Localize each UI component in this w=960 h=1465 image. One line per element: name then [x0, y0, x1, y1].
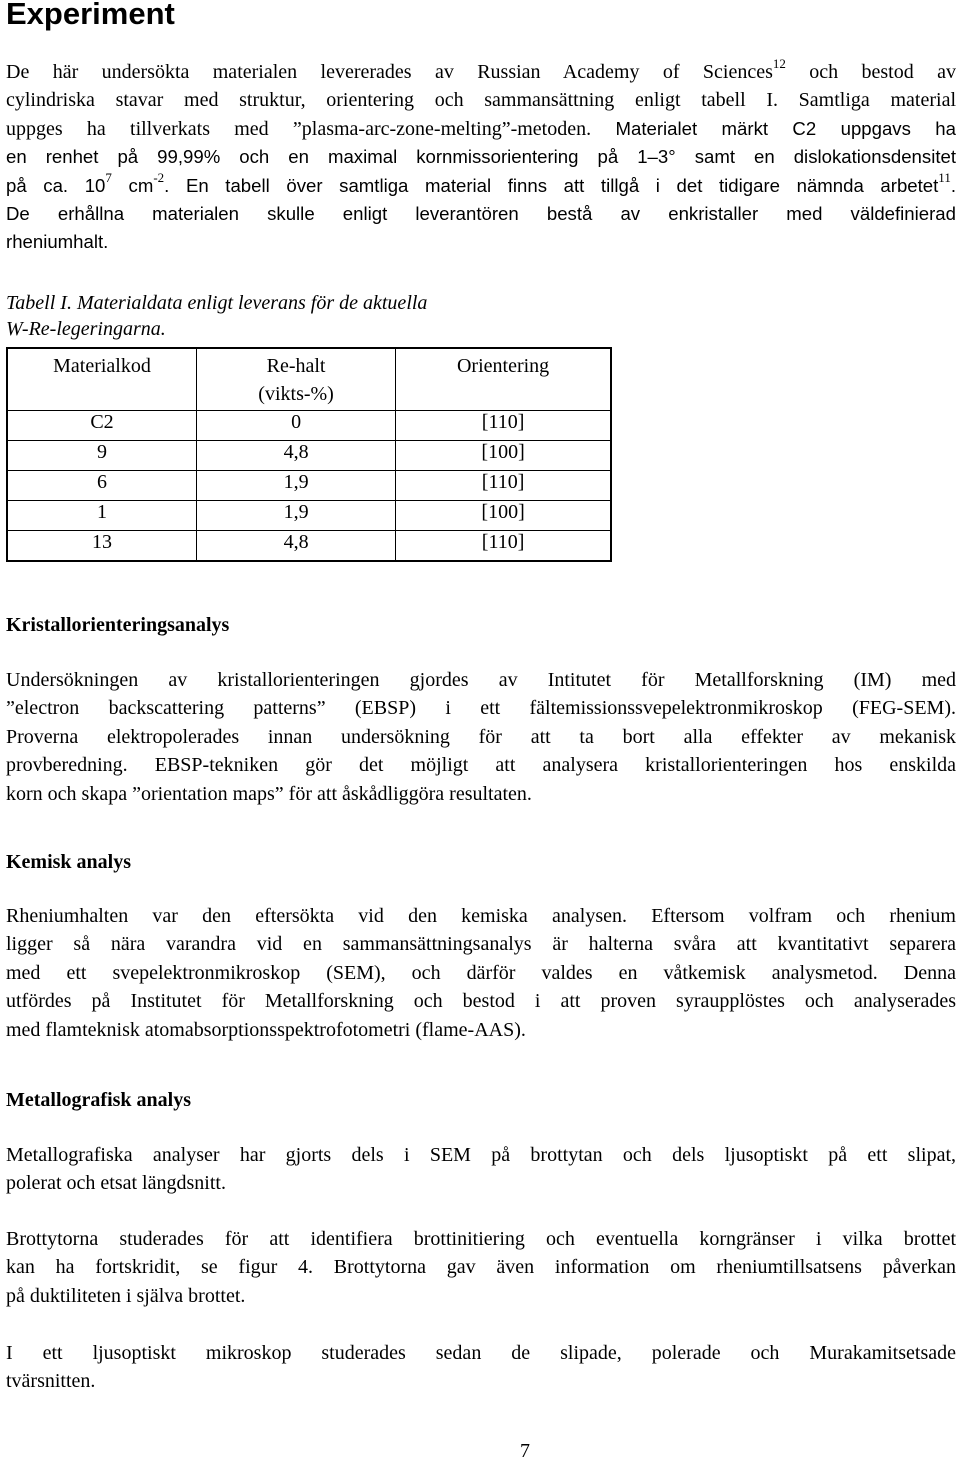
table-cell: 4,8: [196, 441, 395, 471]
intro-line: De erhållna materialen skulle enligt leverantören bestå av enkristaller med väldefinierad: [6, 203, 956, 225]
table-cell: 6: [7, 471, 196, 501]
metallo-line: kan ha fortskridit, se figur 4. Brottytorna gav även information om rheniumtillsatsens påverkan: [6, 1256, 956, 1279]
intro-line: på ca. $10^7$ $cm^{-2}$. En tabell över samtliga material finns att tillgå i det tidigare nämnda arbetet$^{11}$.: [6, 169, 956, 196]
kristall-line: Proverna elektropolerades innan undersökning för att ta bort alla effekter av mekanisk: [6, 725, 956, 748]
intro-line: De här undersökta materialen levererades av Russian Academy of Sciences$^{12}$ och bestod av: [6, 56, 956, 83]
table-row: [7, 531, 611, 562]
kemisk-line: ligger så nära varandra vid en sammansättningsanalys är halterna svåra att kvantitativt separera: [6, 933, 956, 956]
kristall-line: korn och skapa ”orientation maps” för att åskådliggöra resultaten.: [6, 782, 532, 805]
header-re-halt: Re-halt (vikts-%): [196, 348, 395, 411]
kristall-line: Undersökningen av kristallorienteringen gjordes av Intitutet för Metallforskning (IM) med: [6, 669, 956, 691]
heading-kemisk-analys: Kemisk analys: [6, 851, 132, 873]
kemisk-line: utfördes på Institutet för Metallforskning och bestod i att proven syraupplöstes och analyserades: [6, 990, 956, 1013]
kristall-line: ”electron backscattering patterns” (EBSP) i ett fältemissionssvepelektronmikroskop (FEG-SEM).: [6, 697, 956, 720]
table-row: [7, 411, 611, 441]
page-title: Experiment: [6, 0, 175, 31]
table-cell: 1,9: [196, 501, 395, 531]
table-cell: 1: [7, 501, 196, 531]
intro-line: en renhet på 99,99% och en maximal kornmissorientering på 1–3° samt en dislokationsdensitet: [6, 146, 956, 168]
intro-line: uppges ha tillverkats med ”plasma-arc-zone-melting”-metoden. Materialet märkt C2 uppgavs ha: [6, 117, 956, 140]
table-cell: [110]: [396, 531, 611, 562]
metallo-paragraph-1: [6, 1141, 956, 1198]
table-cell: [100]: [396, 441, 611, 471]
table-cell: 13: [7, 531, 196, 562]
metallo-line: polerat och etsat längdsnitt.: [6, 1172, 226, 1195]
header-orientering: Orientering: [396, 348, 611, 411]
table-cell: 9: [7, 441, 196, 471]
metallo-line: Metallografiska analyser har gjorts dels i SEM på brottytan och dels ljusoptiskt på ett slipat,: [6, 1144, 956, 1166]
table-cell: 0: [196, 411, 395, 441]
table-cell: [110]: [396, 411, 611, 441]
table-header-row: [7, 348, 611, 411]
kemisk-line: med flamteknisk atomabsorptionsspektrofotometri (flame-AAS).: [6, 1018, 526, 1041]
kristall-paragraph: [6, 666, 956, 808]
metallo-paragraph-2: [6, 1225, 956, 1310]
intro-line: cylindriska stavar med struktur, orientering och sammansättning enligt tabell I. Samtliga material: [6, 89, 956, 112]
intro-paragraph: [6, 58, 956, 257]
kristall-line: provberedning. EBSP-tekniken gör det möjligt att analysera kristallorienteringen hos enskilda: [6, 754, 956, 777]
reference-superscript: 12: [772, 56, 786, 72]
page-number: 7: [520, 1440, 530, 1462]
table-row: [7, 501, 611, 531]
heading-metallografisk-analys: Metallografisk analys: [6, 1089, 191, 1111]
table-row: [7, 441, 611, 471]
table-caption: Tabell I. Materialdata enligt leverans för de aktuella W-Re-legeringarna.: [6, 292, 428, 340]
kemisk-paragraph: [6, 902, 956, 1044]
table-row: [7, 471, 611, 501]
intro-line: rheniumhalt.: [6, 231, 109, 253]
kemisk-line: med ett svepelektronmikroskop (SEM), och därför valdes en våtkemisk analysmetod. Denna: [6, 961, 956, 984]
table-cell: 1,9: [196, 471, 395, 501]
kemisk-line: Rheniumhalten var den eftersökta vid den kemiska analysen. Eftersom volfram och rhenium: [6, 905, 956, 927]
metallo-line: på duktiliteten i själva brottet.: [6, 1284, 246, 1307]
metallo-paragraph-3: [6, 1339, 956, 1396]
heading-kristallorienteringsanalys: Kristallorienteringsanalys: [6, 614, 230, 636]
metallo-line: tvärsnitten.: [6, 1370, 96, 1393]
header-materialkod: Materialkod: [7, 348, 196, 411]
metallo-line: Brottytorna studerades för att identifiera brottinitiering och eventuella korngränser i vilka brottet: [6, 1228, 956, 1250]
table-cell: [110]: [396, 471, 611, 501]
material-table: [6, 347, 612, 562]
table-cell: 4,8: [196, 531, 395, 562]
table-cell: C2: [7, 411, 196, 441]
table-cell: [100]: [396, 501, 611, 531]
metallo-line: I ett ljusoptiskt mikroskop studerades sedan de slipade, polerade och Murakamitsetsade: [6, 1342, 956, 1364]
